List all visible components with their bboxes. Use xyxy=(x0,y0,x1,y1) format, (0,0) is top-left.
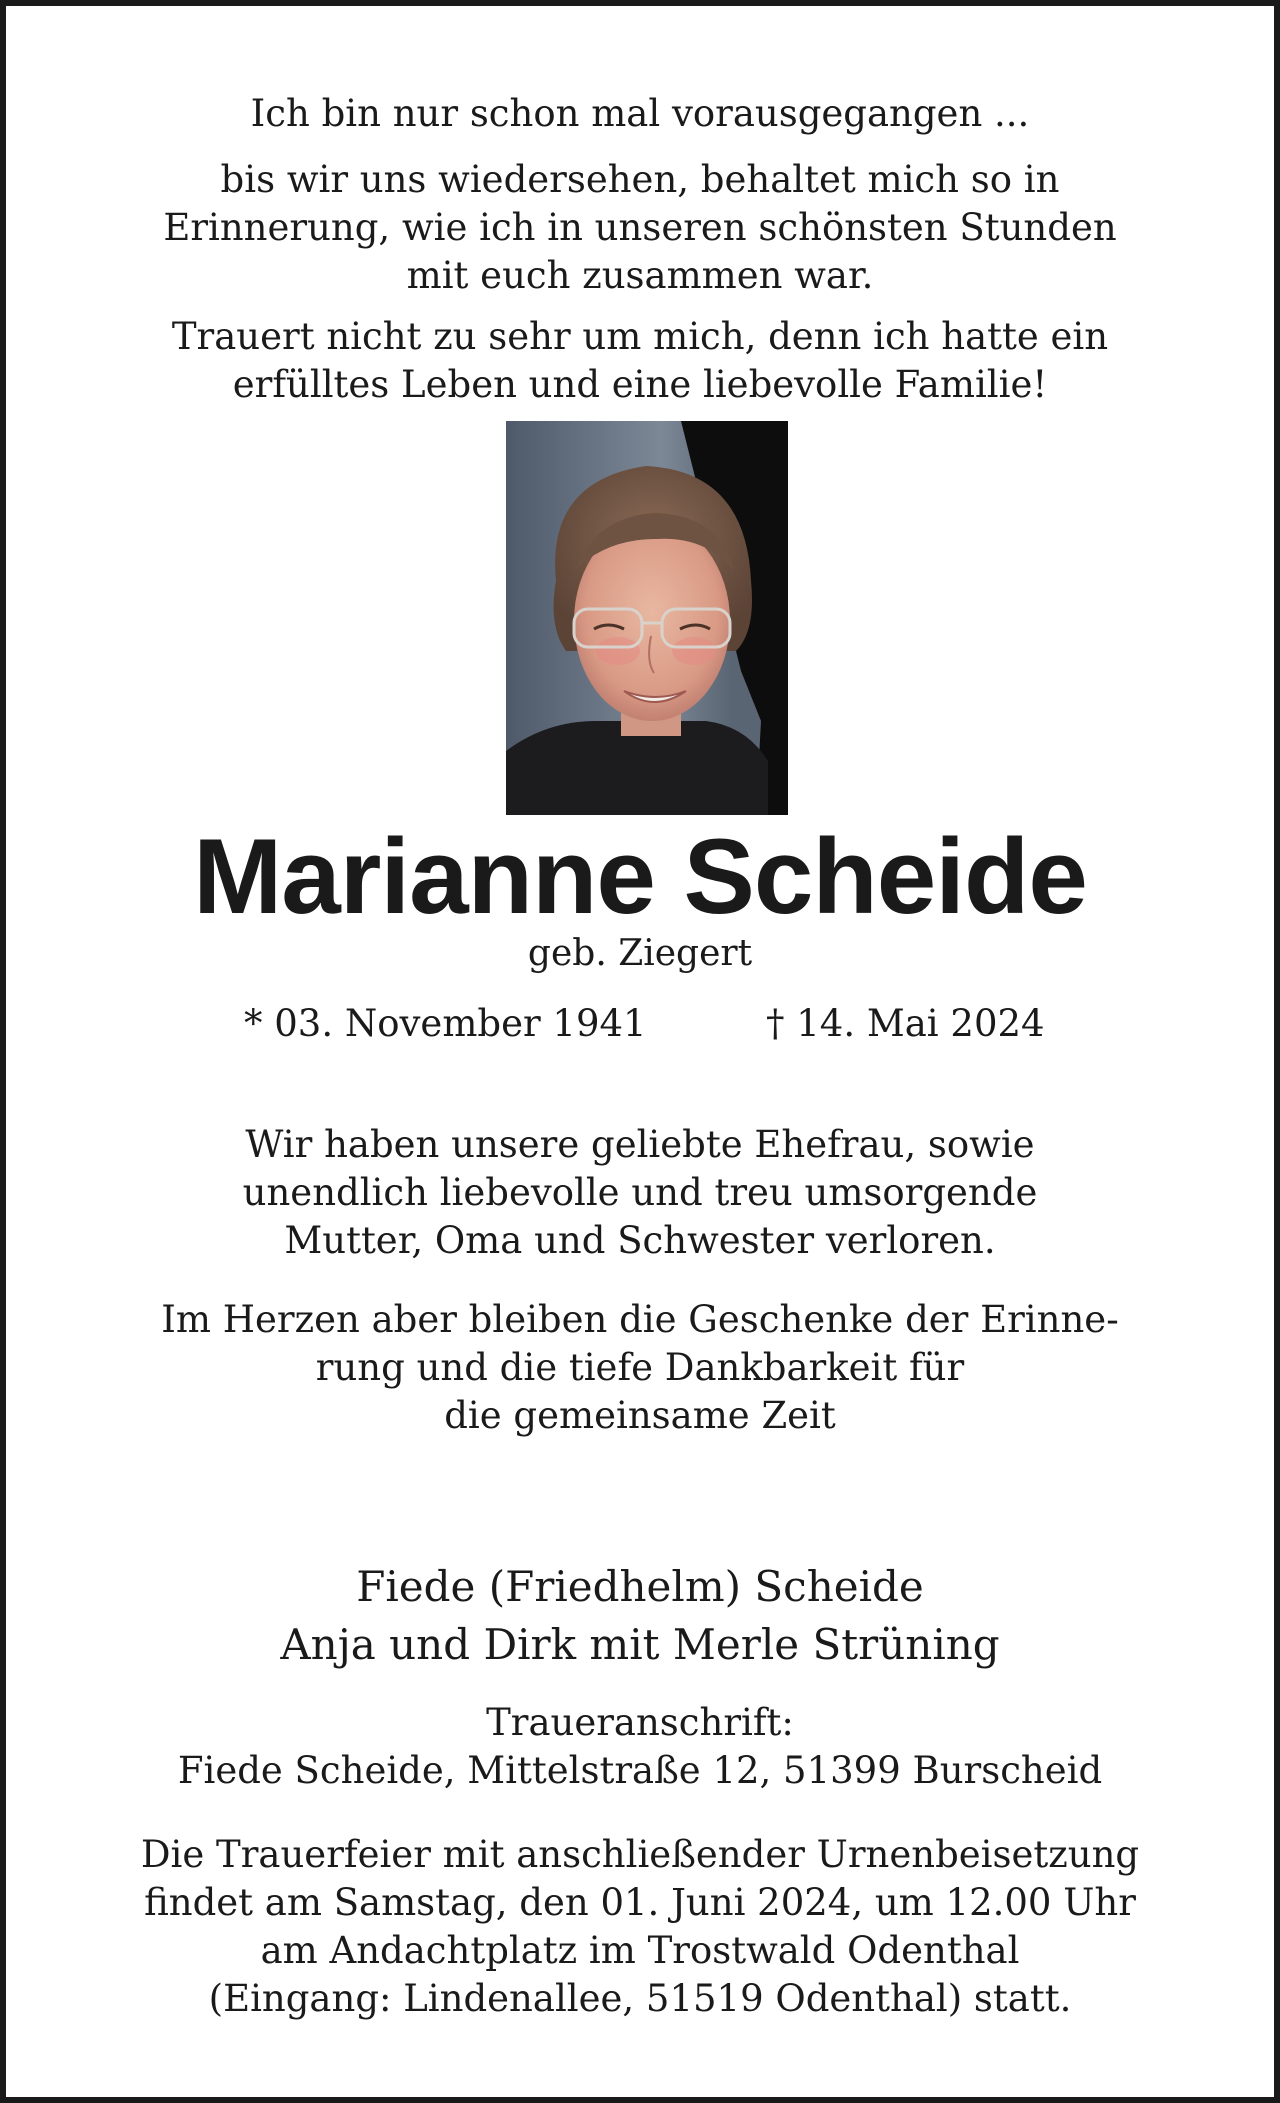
ceremony-line: Die Trauerfeier mit anschließender Urnenbeisetzung xyxy=(140,1833,1140,1876)
mourning-address xyxy=(6,1699,1274,1795)
poem-stanza-1 xyxy=(6,156,1274,300)
message-line: unendlich liebevolle und treu umsorgende xyxy=(242,1171,1038,1214)
poem-line: mit euch zusammen war. xyxy=(406,254,874,297)
message-line: Wir haben unsere geliebte Ehefrau, sowie xyxy=(245,1123,1035,1166)
message-line: Mutter, Oma und Schwester verloren. xyxy=(284,1219,996,1262)
poem-intro-line: Ich bin nur schon mal vorausgegangen ... xyxy=(250,92,1030,135)
death-date: † 14. Mai 2024 xyxy=(766,1002,1045,1045)
message-line: die gemeinsame Zeit xyxy=(444,1394,836,1437)
memory-message xyxy=(6,1296,1274,1440)
poem-intro xyxy=(6,90,1274,138)
maiden-name: geb. Ziegert xyxy=(527,933,753,974)
poem-line: erfülltes Leben und eine liebevolle Familie! xyxy=(232,363,1048,406)
deceased-name: Marianne Scheide xyxy=(193,816,1087,936)
loss-message xyxy=(6,1121,1274,1265)
signatory-line: Anja und Dirk mit Merle Strüning xyxy=(280,1620,1000,1669)
poem-stanza-2 xyxy=(6,313,1274,409)
portrait-photo xyxy=(506,421,788,815)
ceremony-line: findet am Samstag, den 01. Juni 2024, um 12.00 Uhr xyxy=(144,1881,1136,1924)
birth-date: * 03. November 1941 xyxy=(244,1002,647,1045)
poem-line: Trauert nicht zu sehr um mich, denn ich hatte ein xyxy=(171,315,1109,358)
ceremony-info xyxy=(6,1831,1274,2023)
ceremony-line: (Eingang: Lindenallee, 51519 Odenthal) statt. xyxy=(208,1977,1072,2020)
message-line: rung und die tiefe Dankbarkeit für xyxy=(315,1346,965,1389)
address-label: Traueranschrift: xyxy=(486,1701,794,1744)
signatories xyxy=(6,1558,1274,1674)
signatory-line: Fiede (Friedhelm) Scheide xyxy=(356,1562,924,1611)
message-line: Im Herzen aber bleiben die Geschenke der Erinne- xyxy=(161,1298,1119,1341)
poem-line: bis wir uns wiedersehen, behaltet mich so in xyxy=(220,158,1060,201)
portrait-illustration xyxy=(506,421,788,815)
address-value: Fiede Scheide, Mittelstraße 12, 51399 Burscheid xyxy=(177,1749,1103,1792)
ceremony-line: am Andachtplatz im Trostwald Odenthal xyxy=(260,1929,1020,1972)
poem-line: Erinnerung, wie ich in unseren schönsten Stunden xyxy=(163,206,1117,249)
